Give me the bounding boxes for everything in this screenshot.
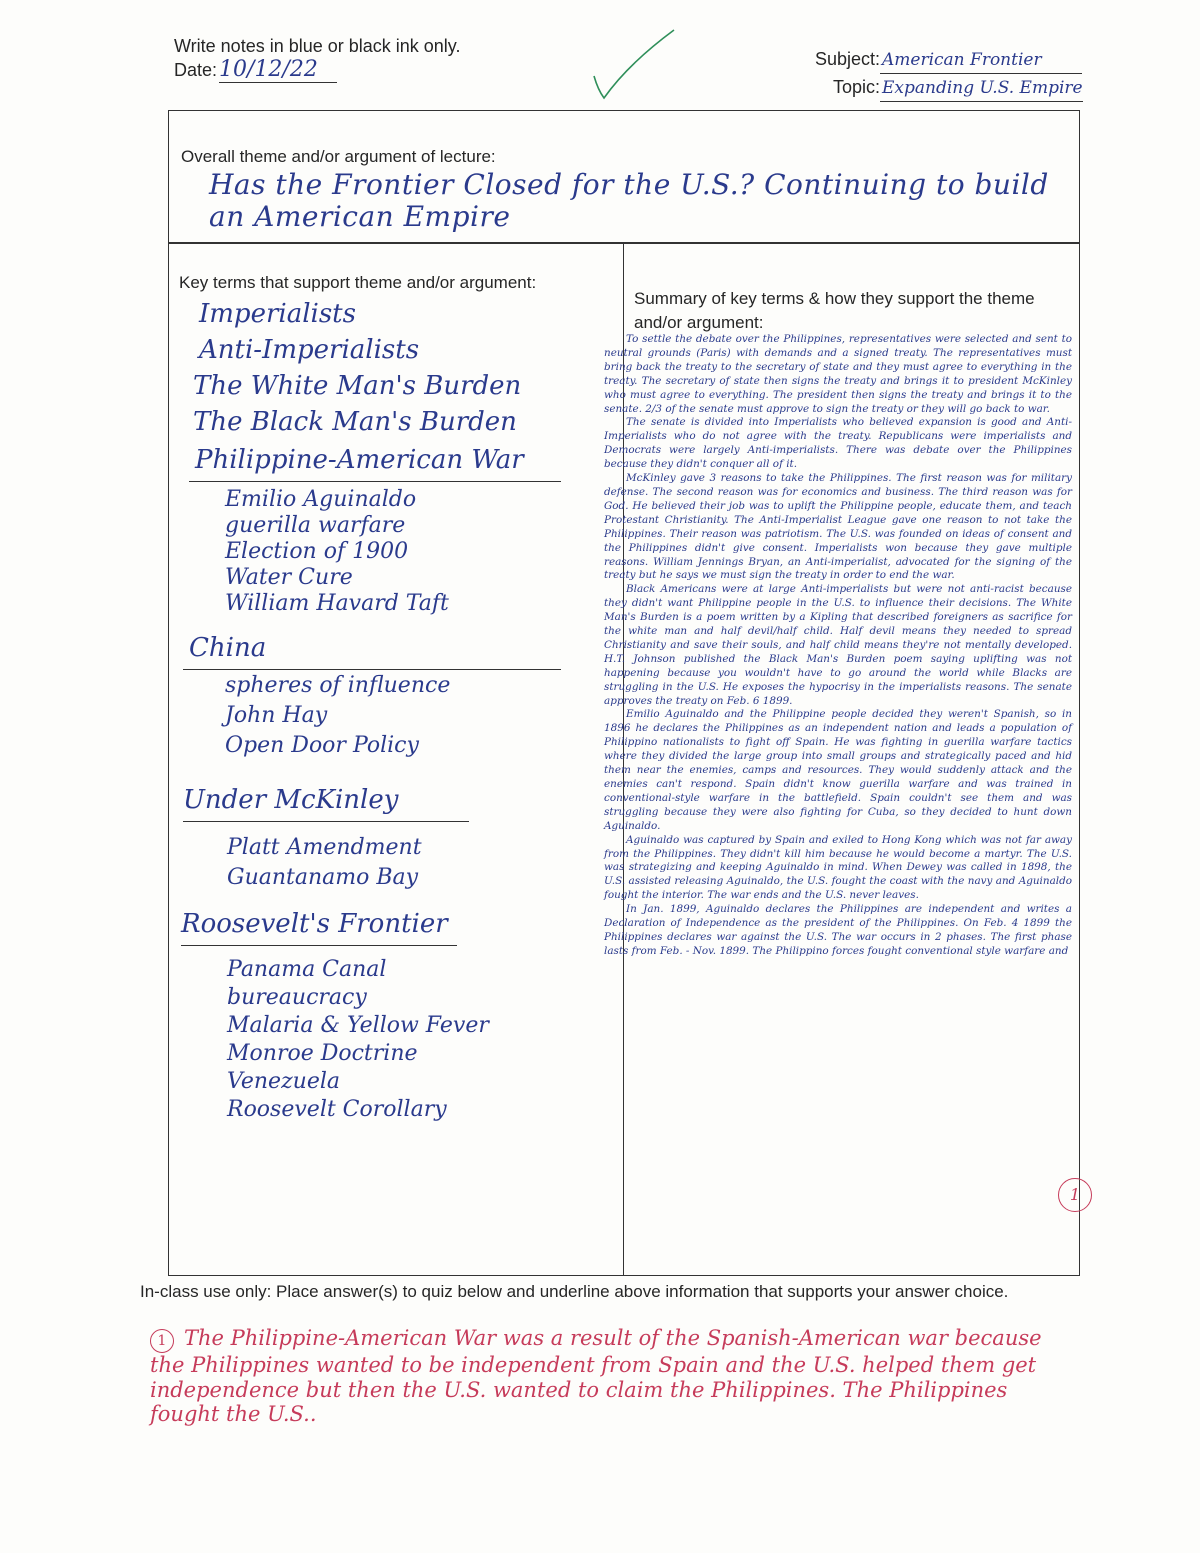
quiz-answer <box>150 1326 1080 1427</box>
theme-label: Overall theme and/or argument of lecture: <box>181 147 496 166</box>
answer-text: The Philippine-American War was a result of the Spanish-American war because the Philippines wanted to be independent from Spain and the U.S. helped them get independence but then the U.S. wanted to claim the Philippines. The Philippines fought the U.S.. <box>150 1326 1042 1426</box>
summary-paragraph: Aguinaldo was captured by Spain and exiled to Hong Kong which was not far away from the Philippines. They didn't kill him because he would become a martyr. The U.S. was strategizing and keeping Aguinaldo in mind. When Dewey was called in 1898, the U.S. assisted releasing Aguinaldo, the U.S. fought the coast with the navy and Aguinaldo fought the interior. The war ends and the U.S. never leaves. <box>604 833 1072 902</box>
key-term: Guantanamo Bay <box>227 865 419 890</box>
header-right <box>810 46 1083 102</box>
summary-paragraph: McKinley gave 3 reasons to take the Philippines. The first reason was for military defense. The second reason was for economics and business. The third reason was for God. He believed their job was to uplift the Philippine people, educate them, and teach Protestant Christianity. The Anti-Imperialist League gave one reason to not take the Philippines. Their reason was patriotism. The U.S. was founded on ideas of consent and the Philippines didn't give consent. Imperialists won because they gave multiple reasons. William Jennings Bryan, an Anti-imperialist, advocated for the signing of the treaty but he says we must sign the treaty in order to end the war. <box>604 472 1072 582</box>
key-term: Imperialists <box>199 299 356 329</box>
key-term: Venezuela <box>227 1069 341 1094</box>
heading-underline <box>183 669 561 670</box>
summary-paragraph: Black Americans were at large Anti-imperialists but were not anti-racist because they didn't want Philippine people in the U.S. to influence their decisions. The White Man's Burden is a poem written by a Kipling that described foreigners as sacrifice for the white man and half devil/half child. Half devil means they needed to spread Christianity and save their souls, and half child means they're not mentally developed. H.T. Johnson published the Black Man's Burden poem saying uplifting was not happening because you wouldn't have to go around the world while Blacks are struggling in the U.S. He exposes the hypocrisy in the imperialists reasons. The senate approves the treaty on Feb. 6 1899. <box>604 583 1072 707</box>
key-term-heading: Roosevelt's Frontier <box>181 909 448 939</box>
key-term: William Havard Taft <box>225 591 449 616</box>
key-term: Anti-Imperialists <box>199 335 420 365</box>
summary-paragraph: The senate is divided into Imperialists who believed expansion is good and Anti-Imperialists who do not agree with the treaty. Republicans were imperialists and Democrats were largely Anti-imperialists. There was debate over the Philippines because they didn't conquer all of it. <box>604 416 1072 471</box>
key-term: spheres of influence <box>225 673 451 698</box>
key-term: bureaucracy <box>227 985 367 1010</box>
heading-underline <box>183 821 469 822</box>
key-term: The White Man's Burden <box>193 371 522 401</box>
summary-label: Summary of key terms & how they support the theme and/or argument: <box>634 289 1035 332</box>
quiz-marker-circle: 1 <box>1058 1178 1092 1212</box>
key-term: Open Door Policy <box>225 733 419 758</box>
key-term: Monroe Doctrine <box>227 1041 418 1066</box>
key-term-heading: China <box>189 633 267 663</box>
key-term-heading: Philippine-American War <box>195 445 524 475</box>
answer-number: 1 <box>150 1329 174 1353</box>
key-term: Platt Amendment <box>227 835 422 860</box>
date-row <box>174 58 460 83</box>
heading-underline <box>181 945 457 946</box>
topic-row <box>810 74 1083 102</box>
key-term: guerilla warfare <box>225 513 406 538</box>
summary-text <box>604 333 1072 959</box>
heading-underline <box>189 481 561 482</box>
theme-box <box>168 110 1080 244</box>
key-term: Election of 1900 <box>225 539 409 564</box>
check-mark-icon <box>588 24 678 104</box>
key-term: Malaria & Yellow Fever <box>227 1013 489 1038</box>
topic-label: Topic: <box>832 77 880 97</box>
summary-paragraph: Emilio Aguinaldo and the Philippine people decided they weren't Spanish, so in 1896 he declares the Philippines as an independent nation and leads a population of Philippino nationalists to fight off Spain. He was fighting in guerilla warfare tactics where they divided the large group into small groups and strategically paced and hid them near the enemies, camps and resources. They would suddenly attack and the enemies can't respond. Spain didn't know guerilla warfare and was trained in conventional-style warfare in the battlefield. Spain couldn't see them and was struggling because they were also fighting for Cuba, so they decided to hunt down Aguinaldo. <box>604 708 1072 832</box>
topic-value: Expanding U.S. Empire <box>880 75 1083 102</box>
key-terms-label: Key terms that support theme and/or argument: <box>179 273 537 292</box>
quiz-instruction: In-class use only: Place answer(s) to quiz below and underline above information that supports your answer choice. <box>140 1282 1009 1301</box>
key-term: The Black Man's Burden <box>193 407 517 437</box>
header-left <box>174 34 460 83</box>
summary-paragraph: To settle the debate over the Philippines, representatives were selected and sent to neutral grounds (Paris) with demands and a signed treaty. The representatives must bring back the treaty to the secretary of state and they must agree to everything in the treaty. The secretary of state then signs the treaty and brings it to president McKinley who must agree to everything. The president then signs the treaty and brings it to the senate. 2/3 of the senate must approve to sign the treaty or they will go back to war. <box>604 333 1072 415</box>
subject-row <box>810 46 1083 74</box>
date-value: 10/12/22 <box>219 58 337 83</box>
key-term: Emilio Aguinaldo <box>225 487 417 512</box>
subject-value: American Frontier <box>880 47 1082 74</box>
notes-box <box>168 242 1080 1276</box>
ink-instruction: Write notes in blue or black ink only. <box>174 36 461 56</box>
key-term-heading: Under McKinley <box>183 785 399 815</box>
theme-text: Has the Frontier Closed for the U.S.? Continuing to build an American Empire <box>209 168 1049 233</box>
date-label: Date: <box>174 60 218 80</box>
key-term: John Hay <box>225 703 328 728</box>
subject-label: Subject: <box>814 49 880 69</box>
summary-paragraph: In Jan. 1899, Aguinaldo declares the Philippines are independent and writes a Declaration of Independence as the president of the Philippines. On Feb. 4 1899 the Philippines declares war against the U.S. The war occurs in 2 phases. The first phase lasts from Feb. - Nov. 1899. The Philippino forces fought conventional style warfare and <box>604 903 1072 957</box>
key-term: Water Cure <box>225 565 353 590</box>
key-term: Panama Canal <box>227 957 387 982</box>
key-term: Roosevelt Corollary <box>227 1097 447 1122</box>
